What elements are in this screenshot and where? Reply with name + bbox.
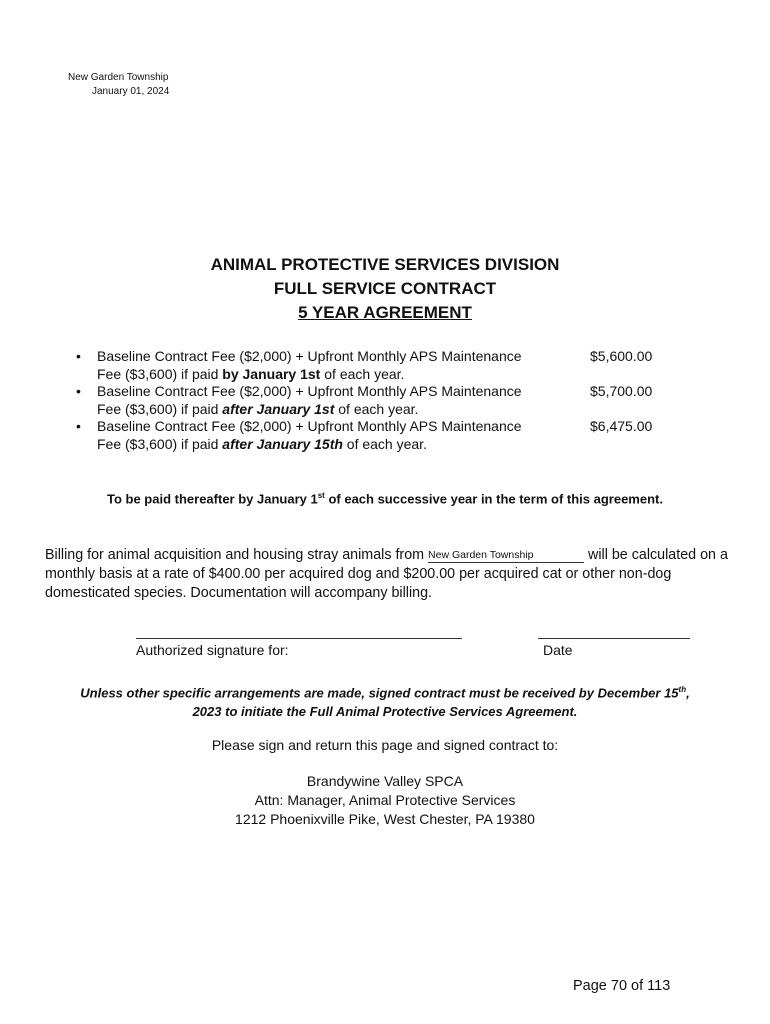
page-number: Page 70 of 113 (573, 978, 671, 994)
billing-paragraph (45, 546, 735, 603)
paid-note-text-end: of each successive year in the term of this agreement. (324, 491, 663, 507)
fee-line-2-pre: Fee ($3,600) if paid (97, 400, 223, 417)
title-line-1: ANIMAL PROTECTIVE SERVICES DIVISION (210, 255, 560, 274)
fee-deadline: after January 15th (222, 435, 343, 452)
signature-label: Authorized signature for: (136, 642, 289, 658)
signature-line[interactable] (136, 638, 462, 639)
fee-line-2-pre: Fee ($3,600) if paid (97, 435, 223, 452)
fee-amount: $5,700.00 (590, 383, 653, 399)
fee-item (76, 418, 676, 453)
fee-line-2-pre: Fee ($3,600) if paid (97, 365, 223, 382)
fee-amount: $6,475.00 (590, 418, 653, 434)
billing-text-rest: will be calculated on a monthly basis at a rate of $400.00 per acquired dog and $200.00 per acquired cat or other non-dog domesticated species. Documentation will accompany billing. (45, 547, 728, 601)
fee-item (76, 383, 676, 418)
deadline-notice (0, 680, 770, 721)
fee-description (97, 348, 567, 383)
header-township: New Garden Township (68, 72, 169, 83)
fee-line-1: Baseline Contract Fee ($2,000) + Upfront Monthly APS Maintenance (97, 383, 522, 399)
title-line-3: 5 YEAR AGREEMENT (298, 303, 472, 322)
bullet-icon: • (76, 348, 81, 364)
billing-text-start: Billing for animal acquisition and housing stray animals from (45, 547, 425, 563)
paid-note-superscript: st (317, 491, 325, 500)
return-org: Brandywine Valley SPCA (306, 773, 464, 789)
township-fill-in-field[interactable] (428, 549, 584, 563)
bullet-icon: • (76, 418, 81, 434)
fee-item (76, 348, 676, 383)
notice-line-2: 2023 to initiate the Full Animal Protective Services Agreement. (192, 704, 578, 720)
fee-line-2-post: of each year. (342, 435, 427, 452)
paid-note-text: To be paid thereafter by January 1 (107, 491, 318, 507)
fee-list (76, 348, 676, 453)
fee-deadline: by January 1st (222, 365, 321, 382)
fee-deadline: after January 1st (222, 400, 335, 417)
township-fill-value: New Garden Township (428, 549, 534, 561)
fee-line-2-post: of each year. (320, 365, 405, 382)
header-date: January 01, 2024 (92, 86, 170, 97)
date-line[interactable] (538, 638, 690, 639)
fee-line-2-post: of each year. (334, 400, 419, 417)
fee-description (97, 383, 567, 418)
return-instruction: Please sign and return this page and signed contract to: (211, 737, 559, 753)
bullet-icon: • (76, 383, 81, 399)
fee-line-1: Baseline Contract Fee ($2,000) + Upfront Monthly APS Maintenance (97, 418, 522, 434)
notice-text: Unless other specific arrangements are made, signed contract must be received by December 15 (80, 685, 679, 701)
notice-superscript: th (678, 685, 687, 694)
fee-description (97, 418, 567, 453)
date-label: Date (543, 642, 573, 658)
return-attn: Attn: Manager, Animal Protective Services (254, 792, 516, 808)
fee-line-1: Baseline Contract Fee ($2,000) + Upfront Monthly APS Maintenance (97, 348, 522, 364)
return-address: 1212 Phoenixville Pike, West Chester, PA 19380 (235, 811, 535, 827)
title-line-2: FULL SERVICE CONTRACT (273, 279, 497, 298)
payment-schedule-note (0, 491, 770, 506)
notice-comma: , (686, 685, 690, 701)
fee-amount: $5,600.00 (590, 348, 653, 364)
